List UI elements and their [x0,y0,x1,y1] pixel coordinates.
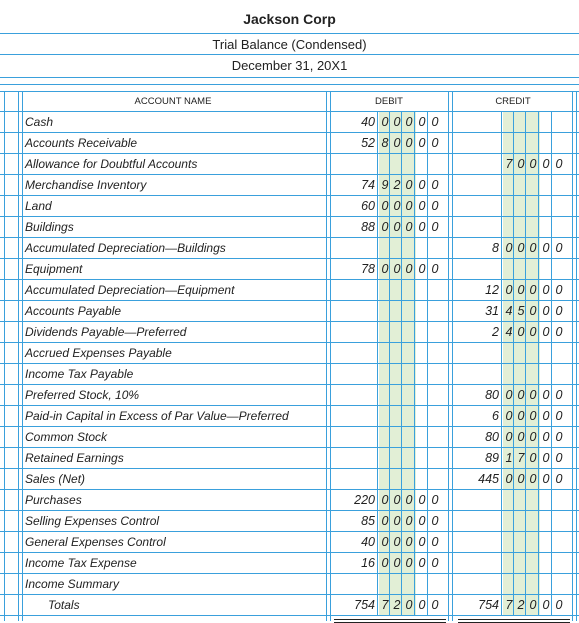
debit-cent-0-cell: 0 [418,556,426,570]
credit-digit-0-cell: 1 [505,451,513,465]
debit-lead-cell: 40 [361,535,375,549]
debit-total-rule-a [334,619,446,620]
credit-digit-2-cell: 0 [529,409,537,423]
account-name: Buildings [25,220,74,234]
debit-cent-0-cell: 0 [418,136,426,150]
debit-digit-2-cell: 0 [405,598,413,612]
debit-lead-cell: 85 [361,514,375,528]
debit-digit-1-cell: 2 [393,178,401,192]
debit-cent-1-cell: 0 [431,598,439,612]
debit-lead-cell: 74 [361,178,375,192]
credit-lead-cell: 31 [485,304,499,318]
credit-cent-1-cell: 0 [555,325,563,339]
debit-digit-0-cell: 0 [381,199,389,213]
credit-digit-0-cell: 4 [505,325,513,339]
debit-cent-0-cell: 0 [418,220,426,234]
credit-lead-cell: 8 [492,241,499,255]
column-rule-5 [448,91,449,621]
debit-cent-1-cell: 0 [431,199,439,213]
credit-digit-0-cell: 0 [505,283,513,297]
credit-total-rule-a [458,619,570,620]
account-name-header: ACCOUNT NAME [134,96,212,107]
credit-lead-cell: 89 [485,451,499,465]
account-name: Equipment [25,262,83,276]
credit-digit-0-cell: 0 [505,409,513,423]
credit-digit-0-cell: 0 [505,241,513,255]
credit-digit-2-cell: 0 [529,472,537,486]
account-name: Preferred Stock, 10% [25,388,140,402]
column-rule-7 [572,91,573,621]
credit-cent-0-cell: 0 [542,325,550,339]
column-rule-2 [22,91,23,621]
debit-digit-0-cell: 7 [381,598,389,612]
column-rule-4 [330,91,331,621]
account-name: Accrued Expenses Payable [25,346,172,360]
credit-cent-0-cell: 0 [542,157,550,171]
credit-cent-0-cell: 0 [542,430,550,444]
debit-lead-cell: 220 [354,493,375,507]
credit-digit-1-cell: 0 [517,325,525,339]
debit-digit-2-cell: 0 [405,514,413,528]
debit-digit-0-cell: 0 [381,556,389,570]
account-name: Accounts Receivable [25,136,138,150]
debit-cent-1-cell: 0 [431,115,439,129]
credit-lead-cell: 80 [485,388,499,402]
credit-digit-1-cell: 0 [517,388,525,402]
credit-header: CREDIT [495,96,531,107]
debit-digit-2-cell: 0 [405,115,413,129]
debit-lead-cell: 40 [361,115,375,129]
debit-digit-1-cell: 0 [393,115,401,129]
account-name: Income Tax Payable [25,367,134,381]
credit-digit-2-cell: 0 [529,325,537,339]
company-name: Jackson Corp [0,0,579,34]
account-name: Merchandise Inventory [25,178,147,192]
debit-digit-2-cell: 0 [405,493,413,507]
credit-lead-cell: 754 [478,598,499,612]
credit-digit-0-cell: 7 [505,598,513,612]
column-rule-8 [576,91,577,621]
header-rule [0,84,579,85]
debit-digit-1-cell: 2 [393,598,401,612]
account-name: Income Summary [25,577,120,591]
debit-digit-0-cell: 0 [381,493,389,507]
credit-digit-1-cell: 2 [517,598,525,612]
credit-digit-0-cell: 4 [505,304,513,318]
credit-cent-1-cell: 0 [555,388,563,402]
account-name: Accumulated Depreciation—Buildings [25,241,226,255]
credit-digit-1-cell: 0 [517,430,525,444]
debit-digit-0-cell: 0 [381,220,389,234]
debit-cent-0-cell: 0 [418,493,426,507]
debit-lead-cell: 754 [354,598,375,612]
account-name: Paid-in Capital in Excess of Par Value—Preferred [25,409,289,423]
credit-digit-1-cell: 0 [517,472,525,486]
debit-lead-cell: 78 [361,262,375,276]
credit-cent-0-cell: 0 [542,598,550,612]
credit-digit-1-cell: 0 [517,283,525,297]
debit-digit-1-cell: 0 [393,262,401,276]
credit-digit-1-cell: 0 [517,157,525,171]
debit-digit-1-cell: 0 [393,136,401,150]
report-date: December 31, 20X1 [0,55,579,78]
debit-cent-0-cell: 0 [418,199,426,213]
report-title: Trial Balance (Condensed) [0,34,579,55]
account-name: Selling Expenses Control [25,514,160,528]
debit-digit-2-cell: 0 [405,535,413,549]
debit-digit-2-cell: 0 [405,199,413,213]
account-name: Accumulated Depreciation—Equipment [25,283,235,297]
column-rule-6 [452,91,453,621]
credit-cent-0-cell: 0 [542,241,550,255]
credit-digit-2-cell: 0 [529,157,537,171]
debit-lead-cell: 60 [361,199,375,213]
debit-cent-0-cell: 0 [418,178,426,192]
credit-cent-1-cell: 0 [555,409,563,423]
table-top-rule [0,91,579,92]
account-name: Cash [25,115,54,129]
account-name: Land [25,199,52,213]
debit-digit-1-cell: 0 [393,514,401,528]
debit-cent-1-cell: 0 [431,220,439,234]
debit-cent-0-cell: 0 [418,598,426,612]
debit-cent-0-cell: 0 [418,262,426,276]
credit-lead-cell: 2 [492,325,499,339]
credit-digit-1-cell: 5 [517,304,525,318]
credit-lead-cell: 80 [485,430,499,444]
debit-cent-1-cell: 0 [431,493,439,507]
debit-lead-cell: 88 [361,220,375,234]
debit-digit-0-cell: 9 [381,178,389,192]
credit-cent-1-cell: 0 [555,241,563,255]
account-name: Purchases [25,493,82,507]
row-rule-24 [0,615,579,616]
account-name: Dividends Payable—Preferred [25,325,187,339]
column-rule-3 [326,91,327,621]
credit-cent-1-cell: 0 [555,598,563,612]
credit-lead-cell: 445 [478,472,499,486]
column-rule-0 [4,91,5,621]
credit-cent-0-cell: 0 [542,388,550,402]
debit-lead-cell: 16 [361,556,375,570]
debit-digit-1-cell: 0 [393,493,401,507]
debit-cent-1-cell: 0 [431,136,439,150]
credit-cent-0-cell: 0 [542,283,550,297]
credit-digit-0-cell: 0 [505,388,513,402]
debit-digit-2-cell: 0 [405,136,413,150]
credit-digit-0-cell: 0 [505,430,513,444]
debit-header: DEBIT [375,96,403,107]
credit-cent-1-cell: 0 [555,472,563,486]
account-name: Income Tax Expense [25,556,137,570]
credit-digit-2-cell: 0 [529,241,537,255]
debit-cent-1-cell: 0 [431,262,439,276]
debit-digit-1-cell: 0 [393,535,401,549]
credit-digit-0-cell: 0 [505,472,513,486]
credit-digit-2-cell: 0 [529,430,537,444]
debit-cent-0-cell: 0 [418,115,426,129]
account-name: Retained Earnings [25,451,124,465]
debit-digit-2-cell: 0 [405,556,413,570]
debit-digit-0-cell: 0 [381,262,389,276]
column-rule-1 [18,91,19,621]
account-name: Sales (Net) [25,472,86,486]
credit-digit-0-cell: 7 [505,157,513,171]
debit-digit-2-cell: 0 [405,220,413,234]
credit-cent-0-cell: 0 [542,304,550,318]
debit-digit-2-cell: 0 [405,178,413,192]
totals-label: Totals [48,598,80,612]
credit-digit-2-cell: 0 [529,304,537,318]
credit-cent-1-cell: 0 [555,157,563,171]
debit-cent-1-cell: 0 [431,556,439,570]
debit-digit-0-cell: 0 [381,535,389,549]
credit-digit-2-cell: 0 [529,451,537,465]
account-name: Common Stock [25,430,108,444]
debit-digit-0-cell: 0 [381,115,389,129]
credit-digit-1-cell: 7 [517,451,525,465]
credit-digit-1-cell: 0 [517,409,525,423]
credit-lead-cell: 12 [485,283,499,297]
debit-digit-1-cell: 0 [393,199,401,213]
credit-cent-1-cell: 0 [555,283,563,297]
debit-cent-1-cell: 0 [431,535,439,549]
debit-digit-0-cell: 8 [381,136,389,150]
credit-digit-2-cell: 0 [529,598,537,612]
debit-cent-0-cell: 0 [418,514,426,528]
account-name: Allowance for Doubtful Accounts [25,157,198,171]
debit-digit-2-cell: 0 [405,262,413,276]
credit-cent-0-cell: 0 [542,409,550,423]
debit-cent-1-cell: 0 [431,178,439,192]
credit-cent-1-cell: 0 [555,304,563,318]
account-name: Accounts Payable [25,304,122,318]
credit-digit-2-cell: 0 [529,283,537,297]
debit-cent-0-cell: 0 [418,535,426,549]
debit-lead-cell: 52 [361,136,375,150]
account-name: General Expenses Control [25,535,166,549]
credit-lead-cell: 6 [492,409,499,423]
credit-digit-2-cell: 0 [529,388,537,402]
debit-digit-0-cell: 0 [381,514,389,528]
credit-digit-1-cell: 0 [517,241,525,255]
credit-cent-1-cell: 0 [555,430,563,444]
credit-cent-0-cell: 0 [542,472,550,486]
debit-cent-1-cell: 0 [431,514,439,528]
credit-cent-0-cell: 0 [542,451,550,465]
debit-digit-1-cell: 0 [393,556,401,570]
credit-cent-1-cell: 0 [555,451,563,465]
debit-digit-1-cell: 0 [393,220,401,234]
